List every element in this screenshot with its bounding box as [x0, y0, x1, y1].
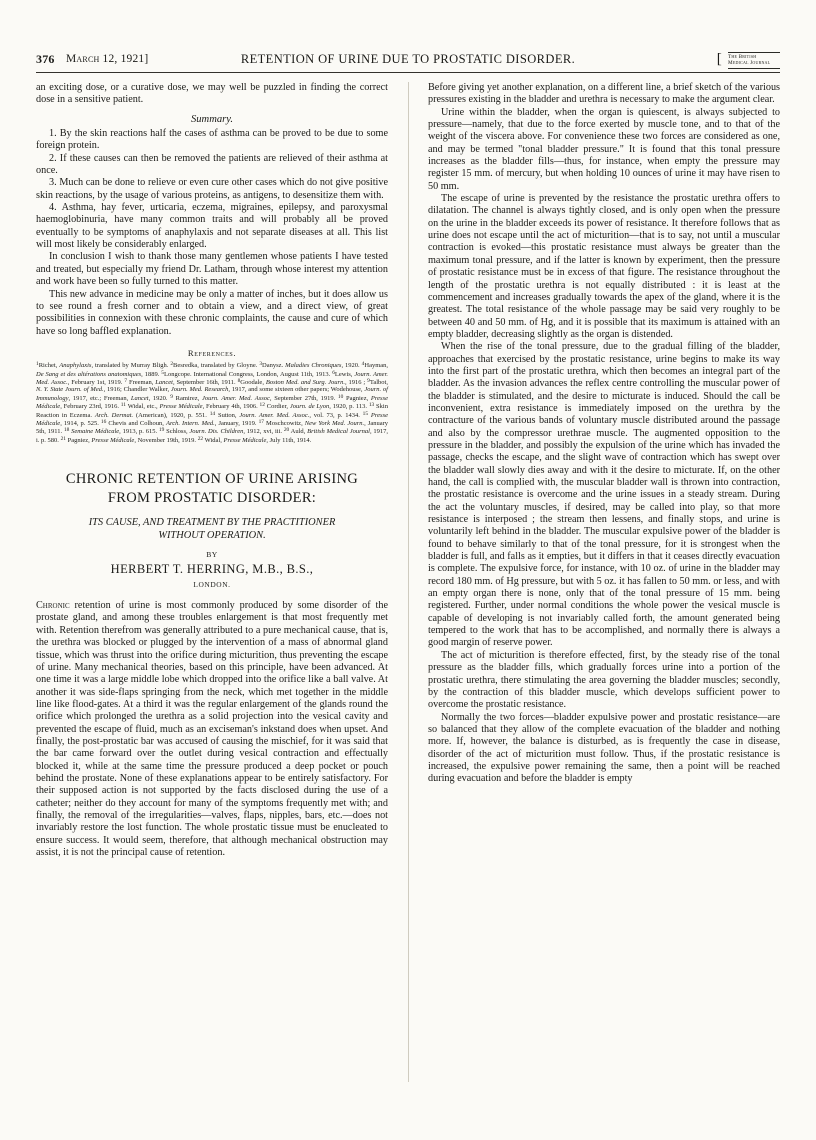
closing-paragraph: This new advance in medicine may be only a matter of inches, but it does allow us to see round a fresh corner and to obtain a view, and a direct view, of great possibilities in connexion with these chronic complaints, the cause and cure of which have so long baffled explanation.	[36, 288, 388, 337]
article-body-paragraph: Urine within the bladder, when the organ is quiescent, is always subjected to pressure—namely, that due to the force exerted by muscle tone, and to that of the weight of the viscera above. For convenience these two forces are considered as one, and may be termed "tonal bladder pressure." It is found that this tonal pressure increases as the bladder fills—thus, for instance, when empty the pressure may register 15 mm. of mercury, but when holding 10 ounces of urine it may have risen to 50 mm.	[428, 106, 780, 192]
references-heading: References.	[187, 347, 237, 358]
list-item: 2. If these causes can then be removed the patients are relieved of their asthma at once.	[36, 152, 388, 177]
author-name: HERBERT T. HERRING, M.B., B.S.,	[110, 562, 314, 577]
article-subtitle-line-1: ITS CAUSE, AND TREATMENT BY THE PRACTITIONER	[88, 517, 336, 529]
continued-paragraph: an exciting dose, or a curative dose, we may well be puzzled in finding the correct dose in a sensitive patient.	[36, 82, 388, 106]
list-item: 4. Asthma, hay fever, urticaria, eczema, migraines, epilepsy, and paroxysmal haemoglobinuria, have many common traits and will probably all be proved eventually to be symptoms of anaphylaxis and not separate diseases at all. This list will most likely be considerably enlarged.	[36, 202, 388, 251]
running-head	[36, 52, 780, 68]
closing-paragraph: In conclusion I wish to thank those many gentlemen whose patients I have tested and treated, but especially my friend Dr. Latham, through whose interest my attention and work have been so fully turned to this matter.	[36, 251, 388, 288]
brand-line-1: The British	[728, 54, 757, 60]
byline-label: BY	[206, 550, 218, 560]
article-body-paragraph: Normally the two forces—bladder expulsive power and prostatic resistance—are so balanced that they allow of the complete evacuation of the bladder and nothing more. If, however, the balance is disturbed, as is frequently the case in disease, disorder of the act of micturition must follow. Thus, if the prostatic resistance is increased, the expulsive power remaining the same, then a point will be reached during evacuation and before the bladder is empty	[428, 711, 780, 785]
article-body-paragraph: Before giving yet another explanation, on a different line, a brief sketch of the various pressures existing in the bladder and urethra is necessary to make the argument clear.	[428, 82, 780, 106]
journal-brand	[728, 52, 780, 69]
article-subtitle-line-2: WITHOUT OPERATION.	[158, 530, 266, 542]
references-list: $^1$Richet, Anaphylaxis, translated by Murray Bligh. $^2$Besredka, translated by Gloyne. $^3$Danysz. Maladies Chroniques, 1920. $^4$Hayman, De Sang et des altérations anatomiques, 1889. $^5$Longcope. International Congress, London, August 11th, 1913. $^6$Lewis, Journ. Amer. Med. Assoc., February 1st, 1919. $^7$ Freeman, Lancet, September 16th, 1911. $^8$Goodale, Boston Med. and Surg. Journ., 1916 ; $^9$Talbot, N. Y. State Journ. of Med., 1916; Chandler Walker, Journ. Med. Research, 1917, and some sixteen other papers; Wodehouse, Journ. of Immunology, 1917, etc.; Freeman, Lancet, 1920. $^9$ Ramirez, Journ. Amer. Med. Assoc, September 27th, 1919. $^{10}$ Pagniez, Presse Médicale, February 23rd, 1916. $^{11}$ Widal, etc., Presse Médicale, February 4th, 1906. $^{12}$ Cordier, Journ. de Lyon, 1920, p. 113. $^{13}$ Skin Reaction in Eczema. Arch. Dermat. (American), 1920, p. 551. $^{14}$ Sutton, Journ. Amer. Med. Assoc., vol. 73, p. 1434. $^{15}$ Presse Médicale, 1914, p. 525. $^{16}$ Chevis and Colhoun, Arch. Intern. Med., January, 1919. $^{17}$ Moschcowitz, New York Med. Journ., January 5th, 1911. $^{18}$ Semaine Médicale, 1913, p. 615. $^{19}$ Schloss, Journ. Dis. Children, 1912, xvi, iii. $^{20}$ Auld, British Medical Journal, 1917, i. p. 580. $^{21}$ Pagniez, Presse Médicale, November 19th, 1919. $^{22}$ Widal, Presse Médicale, July 11th, 1914.	[36, 361, 389, 444]
summary-heading: Summary.	[190, 113, 234, 125]
left-column	[36, 82, 388, 859]
page-folio: 376	[36, 52, 55, 66]
list-item: 3. Much can be done to relieve or even cure other cases which do not give positive skin reactions, by the usage of various proteins, as antigens, to desensitize them with.	[36, 177, 388, 201]
column-divider	[408, 82, 409, 1082]
article-body-paragraph: The act of micturition is therefore effected, first, by the steady rise of the tonal pressure as the bladder fills, which gradually forces urine into a portion of the prostatic urethra, there stimulating the area governing the bladder muscles; secondly, by the contraction of this bladder muscle, which develops sufficient power to overcome the prostatic resistance.	[428, 649, 780, 711]
article-body-paragraph: When the rise of the tonal pressure, due to the gradual filling of the bladder, approaches that exercised by the prostatic resistance, urine begins to make its way into the first part of the prostatic urethra, which then becomes an integral part of the bladder. As the invasion advances the reflex centre controlling the muscular power of the bladder is stimulated, and the desire to micturate is induced. Should the call be inconvenient, extra resistance is immediately imposed on the urethra by the contracture of the various bands of voluntary muscle distributed around the passage and also by the compressor urethrae muscle. The augmented opposition to the pressure in the bladder, and possibly the expulsion of the urine which has invaded the passage, checks the escape, and the slight wave of contraction which has swept over the bladder wall slowly dies away and with it the desire to micturate. If, on the other hand, the call is complied with, the muscular bladder wall is thrown into contraction, the prostatic resistance is overcome and the urine issues in a steady stream. During the act the voluntary muscles, if desired, may be called into play, so that more resistance is interposed ; the stream then lessens, and finally stops, and urine is voluntarily left behind in the bladder. The muscular expulsive power of the bladder is found to behave similarly to that of the tonal pressure, for it is strongest when the bladder is full, and falls as it empties, but it differs in that it ceases directly evacuation is complete. The expulsive force, for instance, with 10 oz. of urine in the bladder may record 180 mm. of Hg pressure, but with 5 oz. it has fallen to 50 mm. or less, and with an empty organ there is none, only that of the tonal pressure of 15 mm. being registered. Further, under normal conditions the whole power the vesical muscle is capable of developing is not invariably called forth, the amount generated being tempered to the work that has to be accomplished, and normally there is always a good margin of reserve power.	[428, 341, 780, 649]
author-location: LONDON.	[193, 579, 231, 589]
header-rule	[36, 72, 780, 73]
article-body-paragraph: The escape of urine is prevented by the resistance the prostatic urethra offers to dilatation. The channel is always tightly closed, and is only open when the pressure on the urine in the bladder exceeds its power of resistance. It therefore follows that as urine does not escape until the act of micturition—that is to say, not until a muscular contraction is evoked—this prostatic resistance must always be greater than the maximum tonal pressure, and if the latter is known by experiment, then the pressure of prostatic resistance must be in excess of that figure. The resistance throughout the length of the prostatic urethra is not equally distributed : it is least at the commencement and increases gradually towards the apex of the gland, where it is the greatest. The total resistance of the whole passage may be said very roughly to be between 40 and 50 mm. of Hg, and it is possible that its maximum is attained with an empty bladder, decreasing slightly as the organ is distended.	[428, 193, 780, 340]
issue-date: March 12, 1921]	[66, 53, 149, 65]
article-body-paragraph: Chronic retention of urine is most commonly produced by some disorder of the prostate gland, and among these troubles enlargement is that most frequently met with. Retention therefrom was generally attributed to a pure mechanical cause, that is, the urethra was blocked or plugged by the intervention of a mass of abnormal gland tissue, which was thrust into the orifice during micturition, thus preventing the escape of urine. Many mechanical theories, based on this principle, have been advanced. At one time it was a large middle lobe which dropped into the orifice like a ball valve. At another it was side-flaps springing from the neck, which met together in the middle line like flood-gates. At a third it was the regular enlargement of the glands round the orifice which prolonged the urethra as a solid projection into the vesical cavity and prevented the escape of fluid, much as an exciseman's inkstand does when upset. And finally, the post-prostatic bar was accused of causing the mischief, for it was said that the bar came forward over the outlet during vesical contraction and effectually blocked it, while at the same time the pressure produced a deep pocket or pouch behind the prostate. None of these explanations appear to be entirely satisfactory. For their supposed action is not supported by the facts disclosed during the use of a catheter; neither do they account for many of the symptoms frequently met with; and finally, the removal of the irregularities—valves, flaps, nipples, bars, etc.—does not invariably restore the lost function. The whole prostatic tissue must be enucleated to ensure success. It would seem, therefore, that although mechanical obstruction may assist, it is not the principal cause of retention.	[36, 600, 388, 858]
article-title-line-1: CHRONIC RETENTION OF URINE ARISING	[65, 471, 359, 488]
summary-list	[36, 128, 388, 251]
running-title: RETENTION OF URINE DUE TO PROSTATIC DISORDER.	[240, 52, 576, 66]
brand-line-2: Medical Journal	[728, 60, 771, 67]
article-title-line-2: FROM PROSTATIC DISORDER:	[107, 490, 317, 507]
bracket-glyph: [	[716, 51, 722, 67]
right-column	[428, 82, 780, 786]
list-item: 1. By the skin reactions half the cases of asthma can be proved to be due to some foreign protein.	[36, 128, 388, 152]
